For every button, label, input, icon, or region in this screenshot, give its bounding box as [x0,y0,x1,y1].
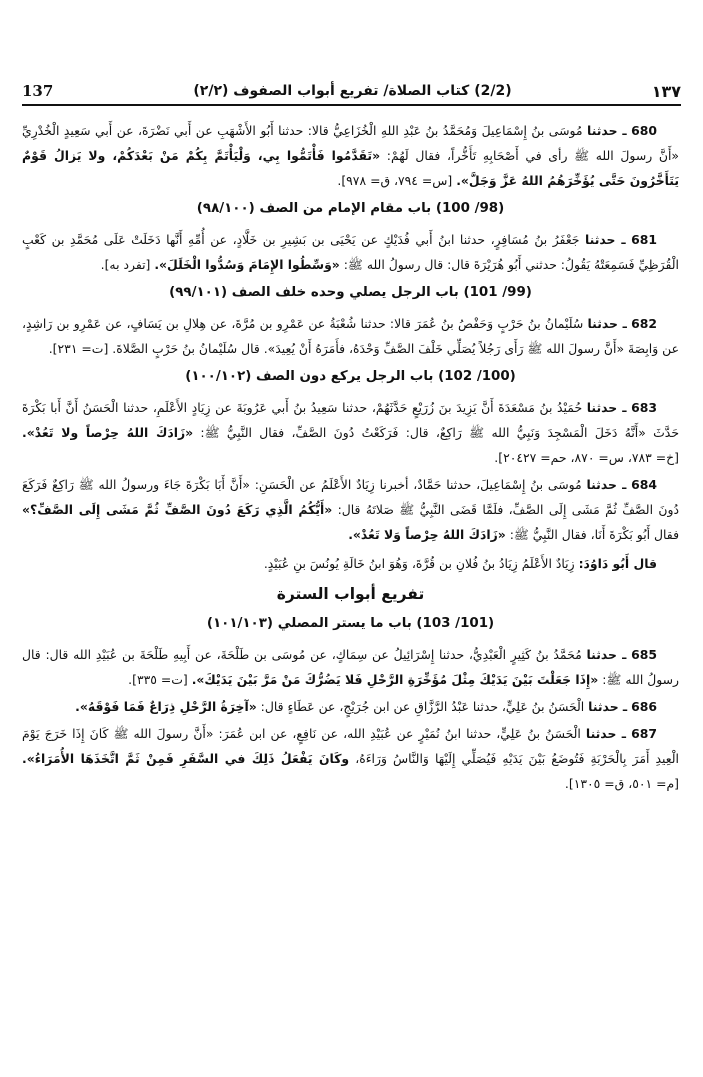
hadith-681 [22,227,679,277]
hadith-reference: [س= ٧٩٤، ق= ٩٧٨]. [337,173,453,188]
hadith-680 [22,118,679,193]
page-number-latin: 137 [22,82,54,100]
hadith-lead: ـ حدثنا [588,699,628,714]
hadith-quote: «إِذَا جَعَلْتَ بَيْنَ يَدَيْكَ مِثْلَ مُؤَخِّرَةِ الرَّحْلِ فَلا يَضُرُّكَ مَنْ مَرَّ بَيْنَ يَدَيْكَ». [191,672,599,687]
hadith-number: 685 [631,647,657,662]
hadith-text: مُحَمَّدُ بنُ كَثِيرٍ الْعَبْدِيُّ، حدثنا إِسْرَائِيلُ عن سِمَاكٍ، عن مُوسَى بن طَلْحَةَ، عن أَبِيهِ طَلْحَةَ بن عُبَيْدِ الله قال: قال رسولُ الله ﷺ: [22,647,679,687]
hadith-682 [22,311,679,361]
hadith-686 [22,694,679,719]
hadith-lead: ـ حدثنا [586,647,627,662]
hadith-text: حُمَيْدُ بنُ مَسْعَدَةَ أَنَّ يَزِيدَ بنَ زُرَيْعٍ حَدَّثَهُمْ، حدثنا سَعِيدُ بنُ أَبي عَرُوبَةَ عن زِيَادٍ الأَعْلَمِ، حدثنا الْحَسَنُ أَنَّ أَبا بَكْرَةَ حَدَّثَ «أَنَّهُ دَخَلَ الْمَسْجِدَ وَنَبِيُّ الله ﷺ رَاكِعٌ، قال: فَرَكَعْتُ دُونَ الصَّفِّ، فقال النَّبِيُّ ﷺ: [22,400,679,440]
hadith-quote: «آخِرَةُ الرَّحْلِ ذِرَاعٌ فَمَا فَوْقَهُ». [75,699,257,714]
hadith-quote-second: «زَادَكَ اللهُ حِرْصاً وَلا تَعُدْ». [348,527,506,542]
note-text: زِيَادٌ الأَعْلَمُ زِيَادُ بنُ فُلانِ بن قُرَّةَ، وَهُوَ ابنُ خَالَةِ يُونُسَ بنِ عُبَيْدٍ. [263,556,575,571]
hadith-lead: ـ حدثنا [585,726,627,741]
hadith-reference: [ت= ٣٣٥]. [128,672,188,687]
hadith-684 [22,472,679,547]
hadith-lead: ـ حدثنا [586,477,627,492]
hadith-683 [22,395,679,470]
hadith-reference: [خ= ٧٨٣، س= ٨٧٠، حم= ٢٠٤٢٧]. [494,450,679,465]
hadith-number: 684 [631,477,657,492]
hadith-lead: ـ حدثنا [585,232,626,247]
hadith-685 [22,642,679,692]
hadith-text-continued: فقال أَبُو بَكْرَةَ أَنَا، فقال النَّبِيُّ ﷺ: [509,527,679,542]
hadith-number: 683 [631,400,657,415]
hadith-text: مُوسَى بنُ إِسْمَاعِيلَ وَمُحَمَّدُ بنُ عَبْدِ اللهِ الْخُزَاعِيُّ قالا: حدثنا أَبُو الأَشْهَبِ عن أَبي نَضْرَةَ، عن أَبي سَعِيدٍ الْخُدْرِيِّ «أَنَّ رسولَ الله ﷺ رأى في أَصْحَابِهِ تَأَخُّراً، فقال لَهُمْ: [22,123,679,163]
hadith-reference: [م= ٥٠١، ق= ١٣٠٥]. [564,776,679,791]
hadith-quote: «وَسِّطُوا الإِمَامَ وَسُدُّوا الْخَلَلَ». [154,257,340,272]
hadith-number: 687 [631,726,657,741]
hadith-lead: ـ حدثنا [586,400,627,415]
hadith-quote: وكَانَ يَفْعَلُ ذَلِكَ في السَّفَرِ فَمِنْ ثَمَّ اتَّخَذَهَا الأُمَرَاءُ». [22,751,350,766]
hadith-reference: [تفرد به]. [100,257,151,272]
hadith-lead: ـ حدثنا [587,316,627,331]
hadith-text: جَعْفَرُ بنُ مُسَافِرٍ، حدثنا ابنُ أَبي فُدَيْكٍ عن يَحْيَى بن بَشِيرِ بن خَلَّادٍ، عن أُمِّهِ أَنَّها دَخَلَتْ عَلَى مُحَمَّدِ بن كَعْبٍ الْقُرَظِيِّ فَسَمِعَتْهُ يَقُولُ: حدثني أَبُو هُرَيْرَةَ قال: قال رسولُ الله ﷺ: [22,232,679,272]
note-lead: قال أَبُو دَاوُدَ: [578,556,657,571]
hadith-687 [22,721,679,796]
hadith-quote: «أَيُّكُمُ الَّذِي رَكَعَ دُونَ الصَّفِّ ثُمَّ مَشَى إِلَى الصَّفِّ؟» [22,502,333,517]
hadith-number: 686 [631,699,657,714]
hadith-number: 680 [631,123,657,138]
hadith-reference: [ت= ٢٣١]. [48,341,109,356]
section-title-sutra: تفريع أبواب السترة [276,585,425,603]
hadith-number: 682 [631,316,657,331]
chapter-heading-98: (98/ 100) باب مقام الإمام من الصف (٩٨/١٠٠) [196,201,505,216]
chapter-heading-100: (100/ 102) باب الرجل يركع دون الصف (١٠٠/١٠٢) [185,369,516,384]
chapter-heading-101: (101/ 103) باب ما يستر المصلي (١٠١/١٠٣) [206,616,495,631]
hadith-text: الْحَسَنُ بنُ عَلِيٍّ، حدثنا ابنُ نُمَيْرٍ عن عُبَيْدِ الله، عن نَافِعٍ، عن ابن عُمَرَ: «أَنَّ رسولَ الله ﷺ كَانَ إِذَا خَرَجَ يَوْمَ الْعِيدِ أَمَرَ بِالْحَرْبَةِ فَتُوضَعُ بَيْنَ يَدَيْهِ فَيُصَلِّي إِلَيْهَا وَالنَّاسُ وَرَاءَهُ، [22,726,679,766]
hadith-number: 681 [631,232,657,247]
hadith-text: سُلَيْمانُ بنُ حَرْبٍ وَحَفْصُ بنُ عُمَرَ قالا: حدثنا شُعْبَةُ عن عَمْرِو بن مُرَّةَ، عن هِلالِ بن يَسَافٍ، عن عَمْرِو بن رَاشِدٍ، عن وَابِصَةَ «أَنَّ رسولَ الله ﷺ رَأَى رَجُلاً يُصَلِّي خَلْفَ الصَّفِّ وَحْدَهُ، فأَمَرَهُ أَنْ يُعِيدَ». قال سُلَيْمانُ بنُ حَرْبٍ الصَّلاةَ. [22,316,679,356]
hadith-quote: «تَقَدَّمُوا فَأْتَمُّوا بِي، وَلْيَأْتَمَّ بِكُمْ مَنْ بَعْدَكُمْ، ولا يَزالُ قَوْمٌ يَتَأَخَّرُونَ حَتَّى يُؤَخِّرَهُمُ اللهُ عَزَّ وَجَلَّ». [22,148,679,188]
chapter-heading-99: (99/ 101) باب الرجل يصلي وحده خلف الصف (٩٩/١٠١) [169,285,532,300]
page-header [22,78,681,106]
hadith-text: مُوسَى بنُ إِسْمَاعِيلَ، حدثنا حَمَّادٌ، أخبرنا زِيَادٌ الأَعْلَمُ عن الْحَسَنِ: «أَنَّ أَبَا بَكْرَةَ جَاءَ ورسولُ الله ﷺ رَاكِعٌ فَرَكَعَ دُونَ الصَّفِّ ثُمَّ مَشَى إِلَى الصَّفِّ، فلَمَّا قَضَى النَّبِيُّ ﷺ صَلاتَهُ قال: [22,477,679,517]
running-title: (2/2) كتاب الصلاة/ تفريع أبواب الصفوف (٢/٢) [193,83,512,99]
hadith-lead: ـ حدثنا [587,123,627,138]
page-body [22,118,679,798]
hadith-quote: «زَادَكَ اللهُ حِرْصاً ولا تَعُدْ». [22,425,194,440]
abu-dawud-note [22,551,679,576]
page-number-arabic: ١٣٧ [651,81,681,101]
hadith-text: الْحَسَنُ بنُ عَلِيٍّ، حدثنا عَبْدُ الرَّزَّاقِ عن ابن جُرَيْجٍ، عن عَطَاءٍ قال: [260,699,585,714]
